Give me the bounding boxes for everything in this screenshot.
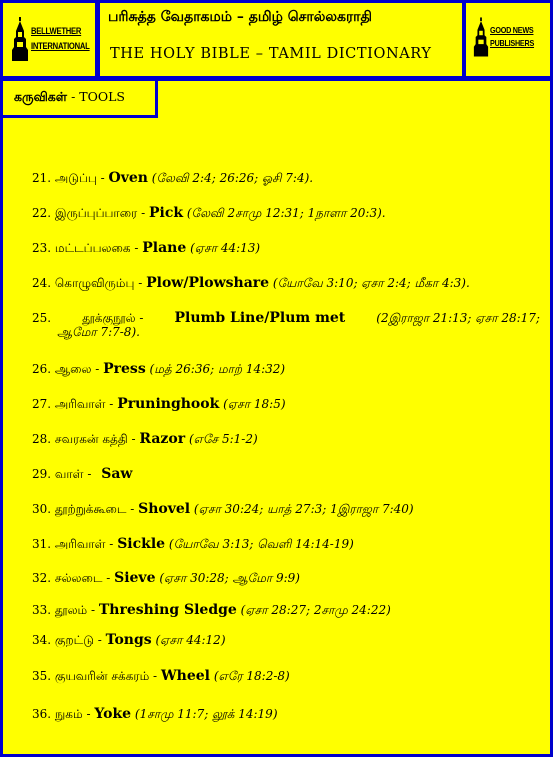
list-item — [32, 706, 540, 723]
entry-number: 26. — [32, 362, 52, 376]
publisher-name-line1: BELLWETHER — [31, 26, 82, 36]
list-item — [32, 501, 540, 518]
entry-reference: (2இராஜா 21:13; ஏசா 28:17; — [376, 311, 540, 325]
list-item — [32, 240, 540, 257]
section-title-english: TOOLS — [79, 89, 125, 104]
section-separator: - — [71, 89, 76, 104]
entry-number: 29. — [32, 467, 52, 481]
list-item — [32, 602, 540, 619]
entry-number: 28. — [32, 432, 52, 446]
entry-tamil: வாள் - — [54, 467, 92, 481]
list-item — [32, 668, 540, 685]
entry-tamil: தூலம் - — [54, 603, 96, 617]
list-item — [32, 431, 540, 448]
entry-tamil: குயவரின் சக்கரம் - — [54, 669, 158, 683]
entry-number: 34. — [32, 633, 52, 647]
publisher-logo-right — [463, 0, 553, 79]
entry-english: Sickle — [117, 536, 166, 552]
publisher-name-line2: PUBLISHERS — [490, 38, 535, 48]
section-title-tamil: கருவிகள் — [14, 89, 68, 104]
title-tamil: பரிசுத்த வேதாகமம் – தமிழ் சொல்லகராதி — [108, 9, 372, 25]
entry-tamil: அடுப்பு - — [54, 171, 105, 185]
list-item — [32, 205, 540, 222]
entry-number: 21. — [32, 171, 52, 185]
entry-reference: (லேவி 2சாமு 12:31; 1நாளா 20:3). — [186, 206, 386, 220]
list-item — [32, 170, 540, 187]
entry-english: Shovel — [138, 501, 191, 517]
entry-tamil: நுகம் - — [54, 707, 91, 721]
list-item — [32, 275, 540, 292]
entry-reference: (ஏசா 28:27; 2சாமு 24:22) — [240, 603, 391, 617]
title-english: THE HOLY BIBLE – TAMIL DICTIONARY — [110, 46, 432, 62]
bell-tower-icon — [473, 15, 489, 59]
entry-number: 24. — [32, 276, 52, 290]
bell-tower-icon — [11, 17, 29, 61]
entry-number: 31. — [32, 537, 52, 551]
entry-tamil: சவரகன் கத்தி - — [54, 432, 136, 446]
entry-tamil: அரிவாள் - — [54, 537, 114, 551]
entry-reference: (ஏசா 30:28; ஆமோ 9:9) — [159, 571, 300, 585]
entry-number: 36. — [32, 707, 52, 721]
entry-reference: (ஏசா 18:5) — [223, 397, 286, 411]
entry-reference: (யோவே 3:10; ஏசா 2:4; மீகா 4:3). — [272, 276, 470, 290]
entry-english: Plane — [142, 240, 187, 256]
list-item — [32, 570, 540, 587]
section-tab — [0, 78, 158, 118]
list-item — [32, 536, 540, 553]
entry-tamil: சல்லடை - — [54, 571, 111, 585]
entry-reference: (லேவி 2:4; 26:26; ஓசி 7:4). — [151, 171, 314, 185]
publisher-name-line1: GOOD NEWS — [490, 25, 534, 35]
entry-english: Saw — [101, 466, 133, 482]
entry-english: Plow/Plowshare — [146, 275, 270, 291]
entry-english: Razor — [139, 431, 186, 447]
entry-english: Pick — [148, 205, 184, 221]
publisher-logo-left — [0, 0, 98, 79]
entry-number: 30. — [32, 502, 52, 516]
entry-english: Plumb Line/Plum met — [174, 310, 346, 326]
entry-reference: (எசே 5:1-2) — [188, 432, 258, 446]
entry-reference: (எரே 18:2-8) — [213, 669, 290, 683]
entry-reference: (ஏசா 44:12) — [155, 633, 226, 647]
entry-english: Wheel — [160, 668, 210, 684]
entry-english: Yoke — [94, 706, 132, 722]
entry-tamil: குறட்டு - — [54, 633, 102, 647]
entry-tamil: அரிவாள் - — [54, 397, 114, 411]
list-item — [32, 311, 540, 339]
list-item — [32, 361, 540, 378]
entry-tamil: தூற்றுக்கூடை - — [54, 502, 135, 516]
entry-english: Press — [103, 361, 146, 377]
list-item — [32, 396, 540, 413]
entry-reference: (மத் 26:36; மாற் 14:32) — [149, 362, 286, 376]
entry-number: 32. — [32, 571, 52, 585]
list-item — [32, 632, 540, 649]
entry-number: 33. — [32, 603, 52, 617]
entry-english: Threshing Sledge — [98, 602, 237, 618]
entry-english: Tongs — [105, 632, 152, 648]
entry-number: 23. — [32, 241, 52, 255]
entry-tamil: கொழுவிரும்பு - — [54, 276, 143, 290]
entry-reference: (1சாமு 11:7; லூக் 14:19) — [134, 707, 278, 721]
entry-reference-continued: ஆமோ 7:7-8). — [57, 325, 140, 339]
entry-tamil: மட்டப்பலகை - — [54, 241, 139, 255]
entry-reference: (ஏசா 44:13) — [190, 241, 261, 255]
entry-reference: (யோவே 3:13; வெளி 14:14-19) — [168, 537, 354, 551]
publisher-name-line2: INTERNATIONAL — [31, 41, 90, 51]
title-banner — [97, 0, 465, 79]
entry-number: 22. — [32, 206, 52, 220]
list-item — [32, 466, 540, 483]
entry-tamil: ஆலை - — [54, 362, 100, 376]
entry-english: Sieve — [114, 570, 156, 586]
entry-reference: (ஏசா 30:24; யாத் 27:3; 1இராஜா 7:40) — [193, 502, 414, 516]
entry-english: Oven — [108, 170, 148, 186]
entry-number: 27. — [32, 397, 52, 411]
entry-tamil: இருப்புப்பாரை - — [54, 206, 146, 220]
entry-tamil: தூக்குநூல் - — [82, 311, 144, 325]
entry-number: 35. — [32, 669, 52, 683]
entry-english: Pruninghook — [117, 396, 220, 412]
entry-number: 25. — [32, 311, 52, 325]
